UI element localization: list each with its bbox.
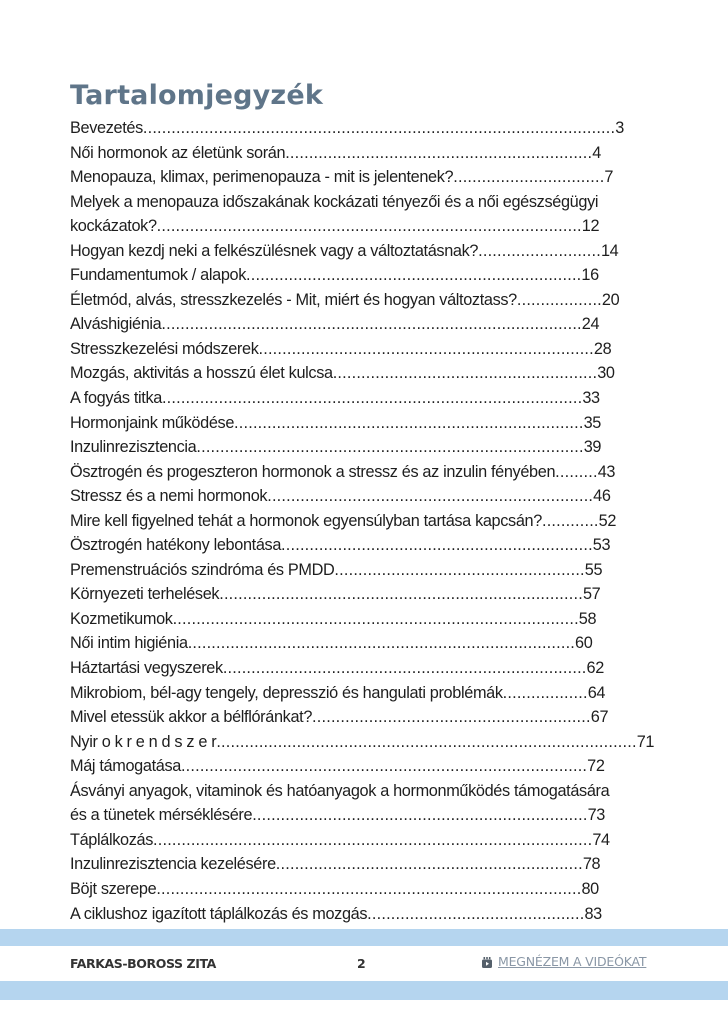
toc-entry[interactable] — [70, 754, 690, 779]
toc-page-number: 16 — [581, 266, 599, 285]
toc-page-number: 33 — [582, 389, 600, 408]
toc-entry[interactable] — [70, 386, 690, 411]
toc-page-number: 67 — [590, 708, 609, 727]
toc-entry[interactable] — [70, 828, 690, 853]
toc-page-number: 80 — [581, 879, 599, 898]
toc-entry[interactable] — [70, 312, 690, 337]
toc-entry-title: Bevezetés — [70, 119, 143, 137]
toc-entry[interactable] — [70, 509, 690, 534]
toc-entry[interactable] — [70, 411, 690, 436]
toc-dot-leader: ...................................................................................... — [172, 609, 579, 628]
toc-page-number: 3 — [615, 119, 624, 137]
toc-page-number: 20 — [601, 290, 620, 309]
toc-entry-title: A ciklushoz igazított táplálkozás és mozgás — [70, 904, 368, 923]
toc-dot-leader: .......................................................................................... — [156, 879, 582, 898]
toc-page-number: 55 — [584, 560, 603, 579]
toc-entry[interactable] — [70, 607, 690, 632]
toc-entry-line[interactable] — [70, 190, 690, 215]
toc-entry[interactable] — [70, 902, 690, 927]
toc-entry-title: Nyir o k r e n d s z e r — [70, 732, 217, 751]
toc-dot-leader: ......................................................................................... — [161, 315, 582, 334]
toc-entry[interactable] — [70, 361, 690, 386]
toc-dot-leader: ......................................................................................... — [161, 389, 583, 408]
toc-entry-title: Háztartási vegyszerek — [70, 659, 223, 678]
toc-entry-title: Hogyan kezdj neki a felkészülésnek vagy a változtatásnak? — [70, 241, 479, 260]
toc-dot-leader: ............................................................................................. — [153, 830, 593, 849]
toc-dot-leader: ............ — [541, 511, 599, 530]
toc-page-number: 12 — [581, 217, 600, 236]
toc-entry[interactable] — [70, 263, 690, 288]
toc-entry-title: Stresszkezelési módszerek — [70, 339, 259, 358]
toc-dot-leader: ....................................................................... — [246, 266, 582, 285]
toc-page-number: 30 — [597, 364, 615, 383]
toc-entry-title: Máj támogatása — [70, 757, 181, 776]
toc-page-number: 78 — [582, 855, 601, 874]
toc-entry[interactable] — [70, 877, 690, 902]
toc-entry-title: Női hormonok az életünk során — [70, 143, 286, 162]
watch-videos-label: MEGNÉZEM A VIDEÓKAT — [498, 954, 647, 969]
toc-dot-leader: ............................................................................. — [222, 659, 587, 678]
toc-entry-title: Hormonjaink működése — [70, 413, 235, 432]
toc-page-number: 4 — [592, 143, 601, 162]
toc-entry[interactable] — [70, 582, 690, 607]
toc-entry[interactable] — [70, 631, 690, 656]
toc-entry-title: Mivel etessük akkor a bélflóránkat? — [70, 708, 313, 727]
watch-videos-link[interactable] — [482, 954, 646, 969]
toc-page-number: 71 — [636, 732, 655, 751]
toc-dot-leader: .................................................................................. — [196, 438, 584, 457]
toc-page-number: 72 — [587, 757, 605, 776]
toc-dot-leader: .............................................. — [367, 904, 585, 923]
table-of-contents — [70, 116, 690, 926]
toc-entry[interactable] — [70, 558, 690, 583]
toc-dot-leader: ........................................................ — [332, 364, 598, 383]
toc-dot-leader: ........................................................... — [312, 708, 591, 727]
toc-page-number: 73 — [587, 806, 605, 825]
toc-page-number: 53 — [592, 536, 611, 555]
toc-entry-title: Mikrobiom, bél-agy tengely, depresszió és hangulati problémák — [70, 683, 503, 702]
toc-entry-title: Menopauza, klimax, perimenopauza - mit is jelentenek? — [70, 168, 454, 187]
toc-page-number: 43 — [597, 462, 616, 481]
toc-page-number: 74 — [592, 830, 610, 849]
video-play-icon — [482, 956, 492, 967]
toc-page-number: 64 — [587, 683, 606, 702]
toc-entry[interactable] — [70, 730, 690, 755]
toc-dot-leader: ..................................................................... — [267, 487, 594, 506]
toc-entry-title: Ásványi anyagok, vitaminok és hatóanyagok a hormonműködés támogatására — [70, 781, 610, 800]
toc-entry[interactable] — [70, 656, 690, 681]
footer-band-bottom — [0, 981, 728, 1000]
toc-entry[interactable] — [70, 681, 690, 706]
toc-page-number: 46 — [593, 487, 611, 506]
toc-entry[interactable] — [70, 460, 690, 485]
toc-page-number: 60 — [575, 634, 593, 653]
page-title: Tartalomjegyzék — [70, 80, 324, 111]
toc-entry-title: Stressz és a nemi hormonok — [70, 487, 268, 506]
toc-page-number: 14 — [600, 241, 619, 260]
toc-dot-leader: ..................................................... — [334, 560, 585, 579]
toc-entry-title: Mozgás, aktivitás a hosszú élet kulcsa — [70, 364, 333, 383]
toc-entry-line[interactable] — [70, 779, 690, 804]
toc-entry[interactable] — [70, 337, 690, 362]
author-name: FARKAS-BOROSS ZITA — [70, 956, 216, 971]
toc-entry[interactable] — [70, 435, 690, 460]
toc-dot-leader: ......................................................................................... — [216, 732, 637, 751]
toc-entry-title: Melyek a menopauza időszakának kockázati tényezői és a női egészségügyi — [70, 192, 599, 211]
page-number: 2 — [357, 956, 366, 971]
toc-dot-leader: .................................................................................. — [187, 634, 576, 653]
toc-entry-title: Fundamentumok / alapok — [70, 266, 247, 285]
toc-entry-title: Premenstruációs szindróma és PMDD — [70, 560, 335, 579]
toc-entry[interactable] — [70, 533, 690, 558]
toc-entry[interactable] — [70, 484, 690, 509]
toc-entry-title: Női intim higiénia — [70, 634, 188, 653]
toc-dot-leader: .................................................................. — [281, 536, 593, 555]
toc-entry-title: és a tünetek mérséklésére — [70, 806, 253, 825]
toc-page-number: 35 — [583, 413, 602, 432]
toc-dot-leader: ................................ — [453, 168, 605, 187]
page-footer — [0, 946, 728, 981]
toc-dot-leader: .................. — [502, 683, 588, 702]
footer-band-top — [0, 929, 728, 946]
toc-entry-title: Inzulinrezisztencia kezelésére — [70, 855, 276, 874]
toc-dot-leader: ............................................................................. — [219, 585, 583, 604]
toc-page-number: 24 — [581, 315, 600, 334]
toc-entry-title: Mire kell figyelned tehát a hormonok egyensúlyban tartása kapcsán? — [70, 511, 542, 530]
toc-entry[interactable] — [70, 141, 690, 166]
toc-entry[interactable] — [70, 165, 690, 190]
toc-page-number: 62 — [586, 659, 604, 678]
toc-dot-leader: ....................................................................... — [252, 806, 588, 825]
toc-entry[interactable] — [70, 288, 690, 313]
toc-page-number: 83 — [584, 904, 602, 923]
toc-page-number: 58 — [578, 609, 597, 628]
toc-entry-title: Környezeti terhelések — [70, 585, 220, 604]
toc-entry-title: Ösztrogén hatékony lebontása — [70, 536, 282, 555]
toc-dot-leader: .......................................................................................... — [156, 217, 582, 236]
toc-entry-title: Ösztrogén és progeszteron hormonok a stressz és az inzulin fényében — [70, 462, 556, 481]
toc-entry-title: Kozmetikumok — [70, 609, 173, 628]
toc-entry[interactable] — [70, 116, 690, 141]
toc-dot-leader: ................................................................. — [275, 855, 583, 874]
toc-entry[interactable] — [70, 214, 690, 239]
toc-dot-leader: ......... — [555, 462, 598, 481]
toc-dot-leader: ...................................................................................... — [180, 757, 588, 776]
toc-entry[interactable] — [70, 852, 690, 877]
toc-page-number: 28 — [593, 339, 612, 358]
toc-dot-leader: .......................... — [478, 241, 601, 260]
toc-page-number: 39 — [583, 438, 602, 457]
toc-entry[interactable] — [70, 239, 690, 264]
toc-page-number: 7 — [604, 168, 614, 187]
toc-entry-title: Táplálkozás — [70, 830, 154, 849]
toc-dot-leader: .................................................................................................... — [142, 119, 616, 137]
toc-dot-leader: ....................................................................... — [258, 339, 594, 358]
toc-entry-title: Böjt szerepe — [70, 879, 157, 898]
toc-entry-title: A fogyás titka — [70, 389, 162, 408]
toc-dot-leader: .......................................................................... — [234, 413, 584, 432]
toc-entry-title: kockázatok? — [70, 217, 157, 236]
toc-dot-leader: ................................................................. — [285, 143, 593, 162]
toc-entry-title: Alváshigiénia — [70, 315, 162, 334]
toc-page-number: 57 — [582, 585, 601, 604]
toc-dot-leader: .................. — [516, 290, 602, 309]
toc-entry[interactable] — [70, 705, 690, 730]
toc-entry[interactable] — [70, 803, 690, 828]
toc-page-number: 52 — [598, 511, 617, 530]
toc-entry-title: Inzulinrezisztencia — [70, 438, 197, 457]
toc-entry-title: Életmód, alvás, stresszkezelés - Mit, miért és hogyan változtass? — [70, 290, 517, 309]
